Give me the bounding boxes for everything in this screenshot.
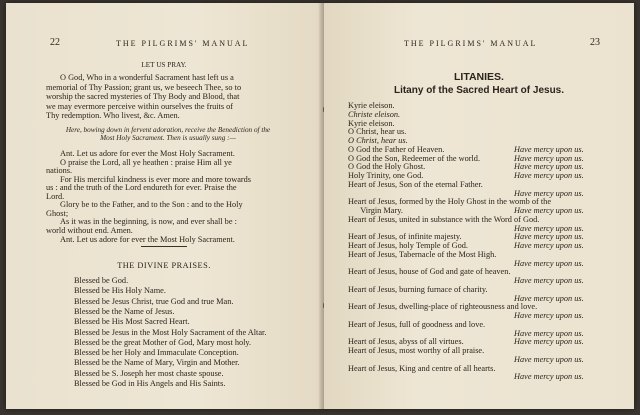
praise-line: Blessed be Jesus Christ, true God and true Man. xyxy=(74,296,234,306)
praise-line: Blessed be S. Joseph her most chaste spouse. xyxy=(74,368,224,378)
litany-line: Heart of Jesus, dwelling-place of righteousness and love. xyxy=(348,302,538,312)
litany-response: Have mercy upon us. xyxy=(514,188,584,198)
antiphon-line: us : and the truth of the Lord endureth for ever. Praise the xyxy=(46,183,237,193)
running-head: THE PILGRIMS' MANUAL xyxy=(116,39,250,48)
praise-line: Blessed be God. xyxy=(74,276,129,285)
praise-line: Blessed be her Holy and Immaculate Conception. xyxy=(74,348,239,358)
litany-line: Kyrie eleison. xyxy=(348,118,395,128)
prayer-heading: LET US PRAY. xyxy=(141,61,187,69)
praise-line: Blessed be God in His Angels and His Saints. xyxy=(74,379,226,388)
prayer-line: worship the sacred mysteries of Thy Body and Blood, that xyxy=(46,92,240,102)
antiphon-line: world without end. Amen. xyxy=(46,225,133,235)
antiphon-line: Glory be to the Father, and to the Son : and to the Holy xyxy=(60,200,243,210)
litany-response: Have mercy upon us. xyxy=(514,354,584,364)
antiphon-line: Ant. Let us adore for ever the Most Holy Sacrament. xyxy=(60,149,235,158)
litany-response: Have mercy upon us. xyxy=(514,206,584,215)
litany-line: O Christ, hear us. xyxy=(348,127,407,137)
praise-line: Blessed be the Name of Mary, Virgin and Mother. xyxy=(74,358,240,368)
prayer-line: we may evermore perceive within ourselves the fruits of xyxy=(46,101,234,111)
litany-line: Heart of Jesus, formed by the Holy Ghost in the womb of the xyxy=(348,197,552,207)
litany-response: Have mercy upon us. xyxy=(514,162,584,172)
book-spread xyxy=(6,3,634,409)
litany-response: Have mercy upon us. xyxy=(514,223,584,233)
litany-line: Kyrie eleison. xyxy=(348,101,395,110)
litany-response: Have mercy upon us. xyxy=(514,311,584,320)
left-page xyxy=(6,3,322,409)
litany-response: Have mercy upon us. xyxy=(514,241,584,250)
litany-line: Heart of Jesus, united in substance with the Word of God. xyxy=(348,214,540,224)
prayer-line: memorial of Thy Passion; grant us, we beseech Thee, so to xyxy=(46,82,242,92)
litany-line: Heart of Jesus, burning furnace of charity. xyxy=(348,284,488,294)
litany-line: Heart of Jesus, holy Temple of God. xyxy=(348,241,469,250)
antiphon-line: As it was in the beginning, is now, and ever shall be : xyxy=(60,217,237,227)
section-divider xyxy=(141,246,187,247)
right-page xyxy=(324,3,634,409)
litany-line: Heart of Jesus, of infinite majesty. xyxy=(348,232,462,242)
rubric-line: Here, bowing down in fervent adoration, receive the Benediction of the xyxy=(65,126,271,134)
praise-line: Blessed be His Holy Name. xyxy=(74,286,166,296)
litany-line: Heart of Jesus, most worthy of all praise. xyxy=(348,346,485,355)
litany-line: O God the Son, Redeemer of the world. xyxy=(348,153,481,163)
litany-line: Holy Trinity, one God. xyxy=(348,171,424,180)
litany-response: Have mercy upon us. xyxy=(514,328,584,338)
litany-line: O God the Father of Heaven. xyxy=(348,144,445,154)
litany-response: Have mercy upon us. xyxy=(514,372,584,382)
litany-line: Heart of Jesus, King and centre of all hearts. xyxy=(348,363,496,373)
prayer-line: Thy redemption. Who livest, &c. Amen. xyxy=(46,111,180,121)
litany-line: O Christ, hear us. xyxy=(348,136,408,145)
litany-line: Heart of Jesus, house of God and gate of heaven. xyxy=(348,267,511,277)
litany-response: Have mercy upon us. xyxy=(514,293,584,303)
praises-heading: THE DIVINE PRAISES. xyxy=(117,261,211,270)
praise-line: Blessed be His Most Sacred Heart. xyxy=(74,317,190,327)
antiphon-line: Lord. xyxy=(46,191,65,201)
litanies-title: LITANIES. xyxy=(454,71,504,83)
praise-line: Blessed be Jesus in the Most Holy Sacrament of the Altar. xyxy=(74,327,267,337)
litany-line: O God the Holy Ghost. xyxy=(348,162,426,172)
praise-line: Blessed be the great Mother of God, Mary most holy. xyxy=(74,337,252,347)
litany-response: Have mercy upon us. xyxy=(514,153,584,163)
litany-response: Have mercy upon us. xyxy=(514,171,584,180)
litany-line: Heart of Jesus, Tabernacle of the Most High. xyxy=(348,249,497,259)
running-head: THE PILGRIMS' MANUAL xyxy=(404,39,538,48)
litany-response: Have mercy upon us. xyxy=(514,337,584,347)
page-number: 22 xyxy=(50,37,60,48)
page-number: 23 xyxy=(590,37,600,48)
prayer-line: O God, Who in a wonderful Sacrament hast left us a xyxy=(60,73,234,82)
antiphon-line: For His merciful kindness is ever more and more towards xyxy=(60,174,252,184)
litany-line: Heart of Jesus, abyss of all virtues. xyxy=(348,337,464,347)
rubric-line: Most Holy Sacrament. Then is usually sung :— xyxy=(100,134,236,142)
praise-line: Blessed be the Name of Jesus. xyxy=(74,306,175,316)
litany-line: Virgin Mary. xyxy=(348,206,403,215)
litany-line: Heart of Jesus, Son of the eternal Father. xyxy=(348,179,483,189)
litany-subtitle: Litany of the Sacred Heart of Jesus. xyxy=(393,85,565,96)
antiphon-line: Ant. Let us adore for ever the Most Holy Sacrament. xyxy=(60,234,235,244)
litany-line: Christe eleison. xyxy=(348,109,401,119)
antiphon-line: Ghost; xyxy=(46,208,69,218)
litany-line: Heart of Jesus, full of goodness and love. xyxy=(348,319,486,329)
litany-response: Have mercy upon us. xyxy=(514,144,584,154)
antiphon-line: O praise the Lord, all ye heathen : praise Him all ye xyxy=(60,157,232,167)
litany-response: Have mercy upon us. xyxy=(514,276,584,285)
antiphon-line: nations. xyxy=(46,166,73,176)
litany-response: Have mercy upon us. xyxy=(514,258,584,268)
litany-response: Have mercy upon us. xyxy=(514,232,584,242)
